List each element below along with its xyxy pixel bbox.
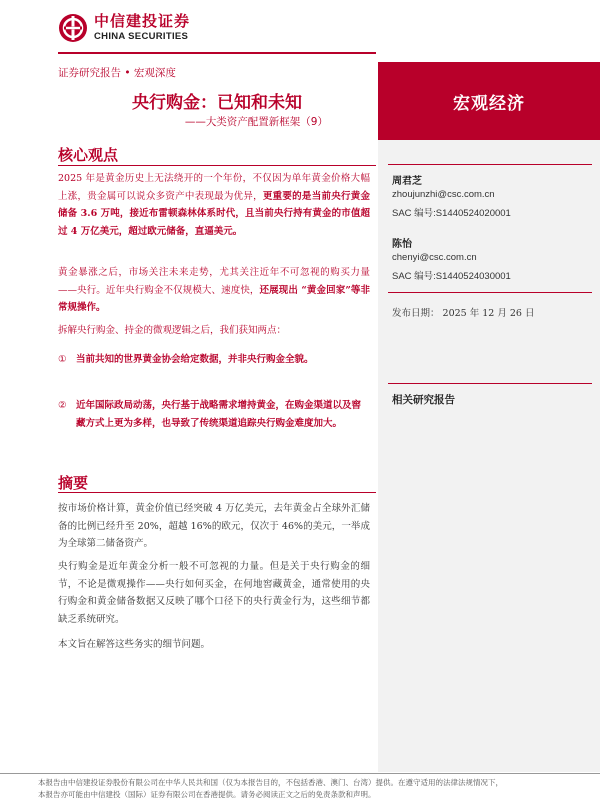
core-viewpoints-heading: 核心观点 <box>58 146 119 164</box>
core-paragraph-3: 拆解央行购金、持金的微观逻辑之后，我们获知两点： <box>58 325 287 336</box>
core-paragraph-1-text: 2025 年是黄金历史上无法绕开的一个年份，不仅因为单年黄金价格大幅上涨，贵金属可以说众多资产中表现最为优异， <box>58 173 370 202</box>
summary-heading: 摘要 <box>58 474 89 492</box>
core-paragraph-2-emphasis: 还展现出 “黄金回家”等非常规操作。 <box>58 284 370 313</box>
section-divider <box>58 165 376 166</box>
point-number: ① <box>58 354 67 365</box>
report-subtitle: ——大类资产配置新框架（9） <box>184 116 328 128</box>
section-divider <box>58 492 376 493</box>
logo-chinese-name: 中信建投证券 <box>94 12 191 31</box>
footer-divider <box>0 773 600 774</box>
analyst-email[interactable]: zhoujunzhi@csc.com.cn <box>392 189 495 200</box>
point-text: 近年国际政局动荡，央行基于战略需求增持黄金，在购金渠道以及窖藏方式上更为多样，也导致了传统渠道追踪央行购金难度加大。 <box>76 400 362 429</box>
core-paragraph-2 <box>58 264 370 317</box>
point-text: 当前共知的世界黄金协会给定数据，并非央行购金全貌。 <box>76 354 314 365</box>
report-type: 证券研究报告 • 宏观深度 <box>58 67 176 79</box>
sidebar-divider <box>388 383 592 384</box>
disclaimer-line-1: 本报告由中信建投证券股份有限公司在中华人民共和国（仅为本报告目的，不包括香港、澳门、台湾）提供。在遵守适用的法律法规情况下， <box>38 778 503 787</box>
core-paragraph-2-text: 黄金暴涨之后，市场关注未来走势，尤其关注近年不可忽视的购买力量——央行。近年央行购金不仅规模大、速度快， <box>58 267 370 296</box>
core-point <box>58 397 370 432</box>
publish-date: 发布日期： 2025 年 12 月 26 日 <box>392 308 535 319</box>
logo-english-name: CHINA SECURITIES <box>94 31 189 43</box>
sidebar-divider <box>388 292 592 293</box>
analyst-sac-number: SAC 编号:S1440524030001 <box>392 271 511 282</box>
summary-paragraph-2: 央行购金是近年黄金分析一般不可忽视的力量。但是关于央行购金的细节，不论是微观操作——央行如何买金，在何地窖藏黄金，通常使用的央行购金和黄金储备数据又反映了哪个口径下的央行黄金行为，这些细节都缺乏系统研究。 <box>58 561 370 625</box>
point-number: ② <box>58 400 67 411</box>
analyst-name: 周君芝 <box>392 176 422 187</box>
core-paragraph-1 <box>58 170 370 240</box>
category-banner <box>378 62 600 140</box>
analyst-email[interactable]: chenyi@csc.com.cn <box>392 252 477 263</box>
core-paragraph-1-emphasis: 更重要的是当前央行黄金储备 3.6 万吨，接近布雷顿森林体系时代，且当前央行持有黄金的市值超过 4 万亿美元，超过欧元储备，直逼美元。 <box>58 190 370 237</box>
disclaimer-line-2: 本报告亦可能由中信建投（国际）证券有限公司在香港提供。请务必阅读正文之后的免责条款和声明。 <box>38 790 376 799</box>
analyst-name: 陈怡 <box>392 239 412 250</box>
core-point <box>58 351 370 369</box>
sidebar-divider <box>388 164 592 165</box>
summary-paragraph-1: 按市场价格计算，黄金价值已经突破 4 万亿美元，去年黄金占全球外汇储备的比例已经升至 20%，超越 16%的欧元，仅次于 46%的美元，一举成为全球第二储备资产。 <box>58 503 370 549</box>
analyst-sac-number: SAC 编号:S1440524020001 <box>392 208 511 219</box>
report-title: 央行购金：已知和未知 <box>132 93 302 113</box>
company-logo <box>58 9 218 47</box>
category-label: 宏观经济 <box>453 93 525 114</box>
logo-icon <box>58 13 88 43</box>
related-reports-heading: 相关研究报告 <box>392 394 455 406</box>
summary-paragraph-3: 本文旨在解答这些务实的细节问题。 <box>58 639 211 650</box>
header-divider <box>58 52 376 54</box>
